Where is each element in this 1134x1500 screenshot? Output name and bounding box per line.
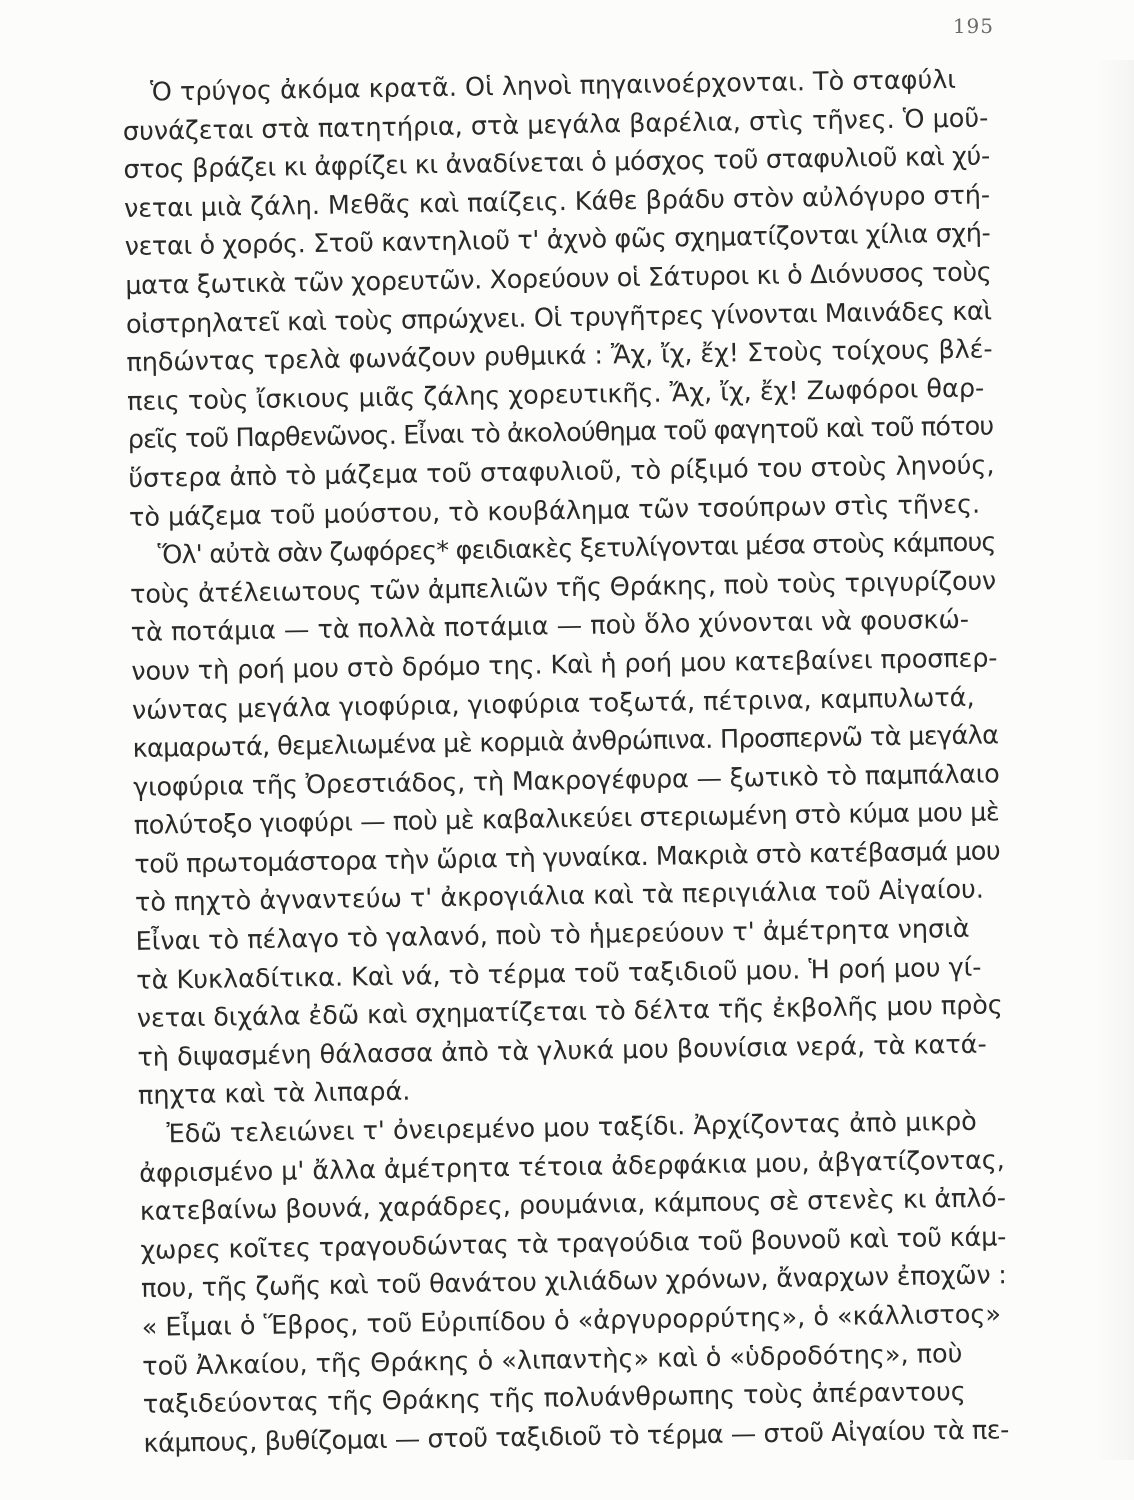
text-line: ὕστερα ἀπὸ τὸ μάζεμα τοῦ σταφυλιοῦ, τὸ ρίξιμό του στοὺς ληνούς, [128, 450, 995, 494]
text-line: νουν τὴ ροή μου στὸ δρόμο της. Καὶ ἡ ροή μου κατεβαίνει προσπερ- [131, 643, 998, 687]
text-line: πηδώντας τρελὰ φωνάζουν ρυθμικά : Ἄχ, ἴχ, ἔχ! Στοὺς τοίχους βλέ- [126, 334, 993, 379]
text-line: που, τῆς ζωῆς καὶ τοῦ θανάτου χιλιάδων χρόνων, ἄναρχων ἐποχῶν : [140, 1260, 1007, 1305]
page-edge-shadow [1094, 60, 1134, 1460]
text-line: κατεβαίνω βουνά, χαράδρες, ρουμάνια, κάμπους σὲ στενὲς κι ἀπλό- [139, 1183, 1007, 1228]
text-line: τὰ ποτάμια — τὰ πολλὰ ποτάμια — ποὺ ὅλο χύνονται νὰ φουσκώ- [130, 605, 970, 649]
text-line: συνάζεται στὰ πατητήρια, στὰ μεγάλα βαρέλια, στὶς τῆνες. Ὁ μοῦ- [122, 102, 989, 147]
text-line: στος βράζει κι ἀφρίζει κι ἀναδίνεται ὁ μόσχος τοῦ σταφυλιοῦ καὶ χύ- [123, 141, 991, 186]
text-line: τὸ μάζεμα τοῦ μούστου, τὸ κουβάλημα τῶν τσούπρων στὶς τῆνες. [128, 489, 981, 533]
text-line: « Εἶμαι ὁ Ἕβρος, τοῦ Εὐριπίδου ὁ «ἀργυρορρύτης», ὁ «κάλλιστος» [141, 1299, 1002, 1343]
text-line: τὸ πηχτὸ ἀγναντεύω τ' ἀκρογιάλια καὶ τὰ περιγιάλια τοῦ Αἰγαίου. [134, 875, 985, 919]
text-line: τοῦ Ἀλκαίου, τῆς Θράκης ὁ «λιπαντὴς» καὶ ὁ «ὑδροδότης», ποὺ [142, 1338, 963, 1382]
page-number: 195 [952, 14, 994, 38]
text-line: Εἶναι τὸ πέλαγο τὸ γαλανό, ποὺ τὸ ἡμερεύουν τ' ἀμέτρητα νησιὰ [135, 913, 970, 957]
text-line: τοῦ πρωτομάστορα τὴν ὥρια τὴ γυναίκα. Μακριὰ στὸ κατέβασμά μου [134, 836, 1001, 880]
text-line: πηχτα καὶ τὰ λιπαρά. [137, 1077, 411, 1112]
text-line: Ὁ τρύγος ἀκόμα κρατᾶ. Οἱ ληνοὶ πηγαινοέρχονται. Τὸ σταφύλι [150, 64, 957, 108]
text-line: πολύτοξο γιοφύρι — ποὺ μὲ καβαλικεύει στεριωμένη στὸ κύμα μου μὲ [133, 797, 1000, 842]
text-line: νώντας μεγάλα γιοφύρια, γιοφύρια τοξωτά, πέτρινα, καμπυλωτά, [131, 682, 975, 726]
text-line: τὰ Κυκλαδίτικα. Καὶ νά, τὸ τέρμα τοῦ ταξιδιοῦ μου. Ἡ ροή μου γί- [136, 952, 982, 996]
text-line: ἀφρισμένο μ' ἄλλα ἀμέτρητα τέτοια ἀδερφάκια μου, ἀβγατίζοντας, [139, 1144, 1005, 1189]
text-line: Ὅλ' αὐτὰ σὰν ζωφόρες* φειδιακὲς ξετυλίγονται μέσα στοὺς κάμπους [157, 527, 996, 571]
text-line: ματα ξωτικὰ τῶν χορευτῶν. Χορεύουν οἱ Σάτυροι κι ὁ Διόνυσος τοὺς [125, 257, 992, 301]
text-line: τοὺς ἀτέλειωτους τῶν ἀμπελιῶν τῆς Θράκης, ποὺ τοὺς τριγυρίζουν [129, 566, 997, 610]
text-line: οἰστρηλατεῖ καὶ τοὺς σπρώχνει. Οἱ τρυγῆτρες γίνονται Μαινάδες καὶ [125, 295, 992, 340]
text-line: Ἐδῶ τελειώνει τ' ὀνειρεμένο μου ταξίδι. Ἀρχίζοντας ἀπὸ μικρὸ [166, 1106, 978, 1150]
text-line: τὴ διψασμένη θάλασσα ἀπὸ τὰ γλυκά μου βουνίσια νερά, τὰ κατά- [137, 1029, 987, 1073]
body-text [122, 60, 1010, 1463]
text-line: ταξιδεύοντας τῆς Θράκης τῆς πολυάνθρωπης τοὺς ἀπέραντους [142, 1377, 966, 1421]
text-line: χωρες κοῖτες τραγουδώντας τὰ τραγούδια τοῦ βουνοῦ καὶ τοῦ κάμ- [140, 1222, 1007, 1266]
text-line: πεις τοὺς ἴσκιους μιᾶς ζάλης χορευτικῆς. Ἄχ, ἴχ, ἔχ! Ζωφόροι θαρ- [126, 373, 985, 417]
text-line: νεται μιὰ ζάλη. Μεθᾶς καὶ παίζεις. Κάθε βράδυ στὸν αὐλόγυρο στή- [123, 180, 991, 224]
text-line: ρεῖς τοῦ Παρθενῶνος. Εἶναι τὸ ἀκολούθημα τοῦ φαγητοῦ καὶ τοῦ πότου [127, 411, 994, 456]
text-line: νεται διχάλα ἐδῶ καὶ σχηματίζεται τὸ δέλτα τῆς ἐκβολῆς μου πρὸς [136, 990, 1003, 1035]
text-line: καμαρωτά, θεμελιωμένα μὲ κορμιὰ ἀνθρώπινα. Προσπερνῶ τὰ μεγάλα [132, 720, 999, 765]
text-line: κάμπους, βυθίζομαι — στοῦ ταξιδιοῦ τὸ τέρμα — στοῦ Αἰγαίου τὰ πε- [143, 1415, 1010, 1459]
text-line: νεται ὁ χορός. Στοῦ καντηλιοῦ τ' ἀχνὸ φῶς σχηματίζονται χίλια σχή- [124, 218, 991, 263]
text-line: γιοφύρια τῆς Ὀρεστιάδος, τὴ Μακρογέφυρα — ξωτικὸ τὸ παμπάλαιο [132, 758, 1000, 803]
